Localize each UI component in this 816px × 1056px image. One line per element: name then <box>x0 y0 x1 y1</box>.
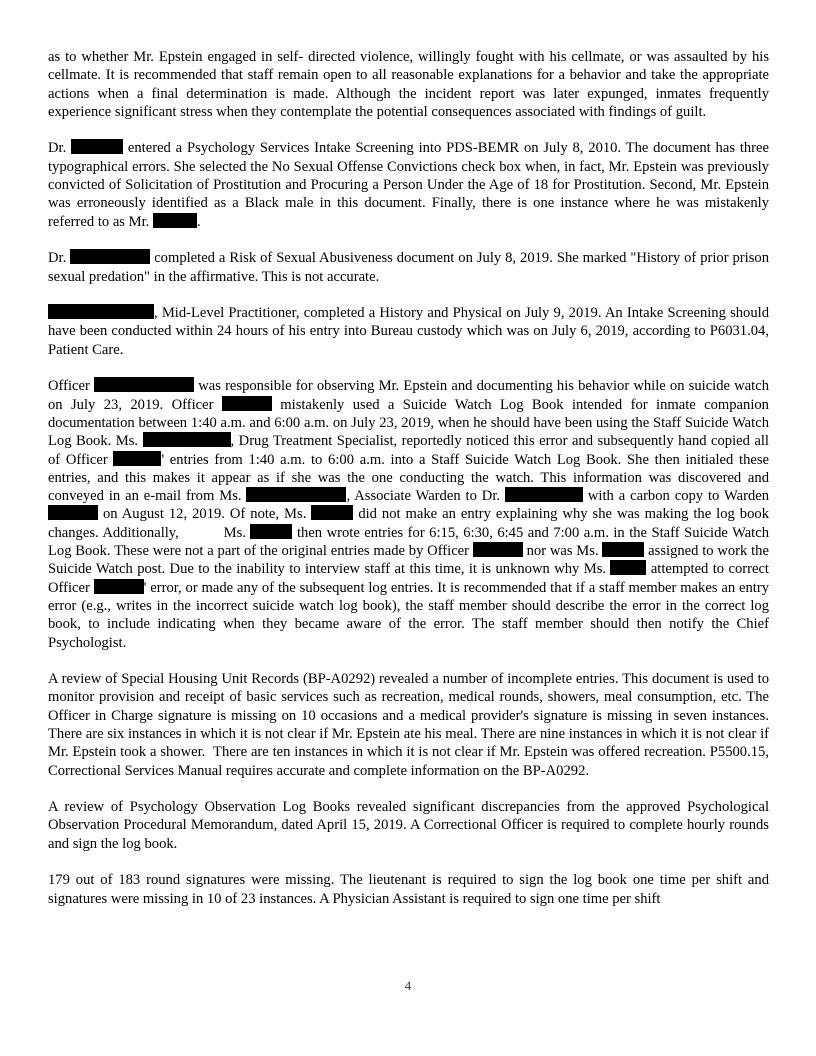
paragraph-7: A review of Psychology Observation Log Books revealed significant discrepancies from the approved Psychological Observation Procedural Memorandum, dated April 15, 2019. A Correctional Officer is required to complete hourly rounds and sign the log book. <box>48 799 769 852</box>
redaction-block <box>153 213 197 228</box>
paragraph-1: as to whether Mr. Epstein engaged in self- directed violence, willingly fought with his cellmate, or was assaulted by his cellmate. It is recommended that staff remain open to all reasonable explanations for a behavior and take the appropriate actions when a final determination is made. Although the incident report was later expunged, inmates frequently experience significant stress when they contemplate the potential consequences associated with findings of guilt. <box>48 49 769 120</box>
document-body <box>48 48 769 926</box>
redaction-block <box>505 487 583 502</box>
paragraph-5: Officer was responsible for observing Mr. Epstein and documenting his behavior while on suicide watch on July 23, 2019. Officer mistakenly used a Suicide Watch Log Book intended for inmate companion documentation between 1:40 a.m. and 6:00 a.m. on July 23, 2019, when he should have been using the Staff Suicide Watch Log Book. Ms. , Drug Treatment Specialist, reportedly noticed this error and subsequently hand copied all of Officer ' entries from 1:40 a.m. to 6:00 a.m. into a Staff Suicide Watch Log Book. She then initialed these entries, and this makes it appear as if she was the one conducting the watch. This information was discovered and conveyed in an e-mail from Ms. , Associate Warden to Dr. with a carbon copy to Warden on August 12, 2019. Of note, Ms. did not make an entry explaining why she was making the log book changes. Additionally, Ms. then wrote entries for 6:15, 6:30, 6:45 and 7:00 a.m. in the Staff Suicide Watch Log Book. These were not a part of the original entries made by Officer nor was Ms. assigned to work the Suicide Watch post. Due to the inability to interview staff at this time, it is unknown why Ms. attempted to correct Officer ' error, or made any of the subsequent log entries. It is recommended that if a staff member makes an entry error (e.g., writes in the incorrect suicide watch log book), the staff member should describe the error in the correct log book, to include indicating when they became aware of the error. The staff member should then notify the Chief Psychologist. <box>48 378 770 651</box>
redaction-block <box>250 524 292 539</box>
redaction-block <box>143 432 231 447</box>
redaction-block <box>70 249 150 264</box>
redaction-block <box>94 579 144 594</box>
redaction-block <box>473 542 523 557</box>
redaction-block <box>602 542 644 557</box>
redaction-block <box>113 451 161 466</box>
paragraph-8: 179 out of 183 round signatures were missing. The lieutenant is required to sign the log book one time per shift and signatures were missing in 10 of 23 instances. A Physician Assistant is required to sign one time per shift <box>48 872 769 907</box>
page-number: 4 <box>404 978 412 993</box>
redaction-block <box>71 139 123 154</box>
redaction-block <box>610 560 646 575</box>
paragraph-4: , Mid-Level Practitioner, completed a History and Physical on July 9, 2019. An Intake Screening should have been conducted within 24 hours of his entry into Bureau custody which was on July 6, 2019, according to P6031.04, Patient Care. <box>48 305 769 358</box>
redaction-block <box>311 505 353 520</box>
paragraph-6: A review of Special Housing Unit Records (BP-A0292) revealed a number of incomplete entries. This document is used to monitor provision and receipt of basic services such as recreation, medical rounds, showers, meal consumption, etc. The Officer in Charge signature is missing on 10 occasions and a medical provider's signature is missing in seven instances. There are six instances in which it is not clear if Mr. Epstein ate his meal. There are nine instances in which it is not clear if Mr. Epstein took a shower. There are ten instances in which it is not clear if Mr. Epstein was offered recreation. P5500.15, Correctional Services Manual requires accurate and complete information on the BP-A0292. <box>48 671 769 779</box>
redaction-block <box>48 505 98 520</box>
redaction-block <box>94 377 194 392</box>
paragraph-3: Dr. completed a Risk of Sexual Abusiveness document on July 8, 2019. She marked "History of prior prison sexual predation" in the affirmative. This is not accurate. <box>48 250 769 285</box>
redaction-block <box>48 304 154 319</box>
redaction-block <box>222 396 272 411</box>
redaction-block <box>246 487 346 502</box>
paragraph-2: Dr. entered a Psychology Services Intake Screening into PDS-BEMR on July 8, 2010. The document has three typographical errors. She selected the No Sexual Offense Convictions check box when, in fact, Mr. Epstein was previously convicted of Solicitation of Prostitution and Procuring a Person Under the Age of 18 for Prostitution. Second, Mr. Epstein was erroneously identified as a Black male in this document. Finally, there is one instance where he was mistakenly referred to as Mr. . <box>48 140 769 230</box>
